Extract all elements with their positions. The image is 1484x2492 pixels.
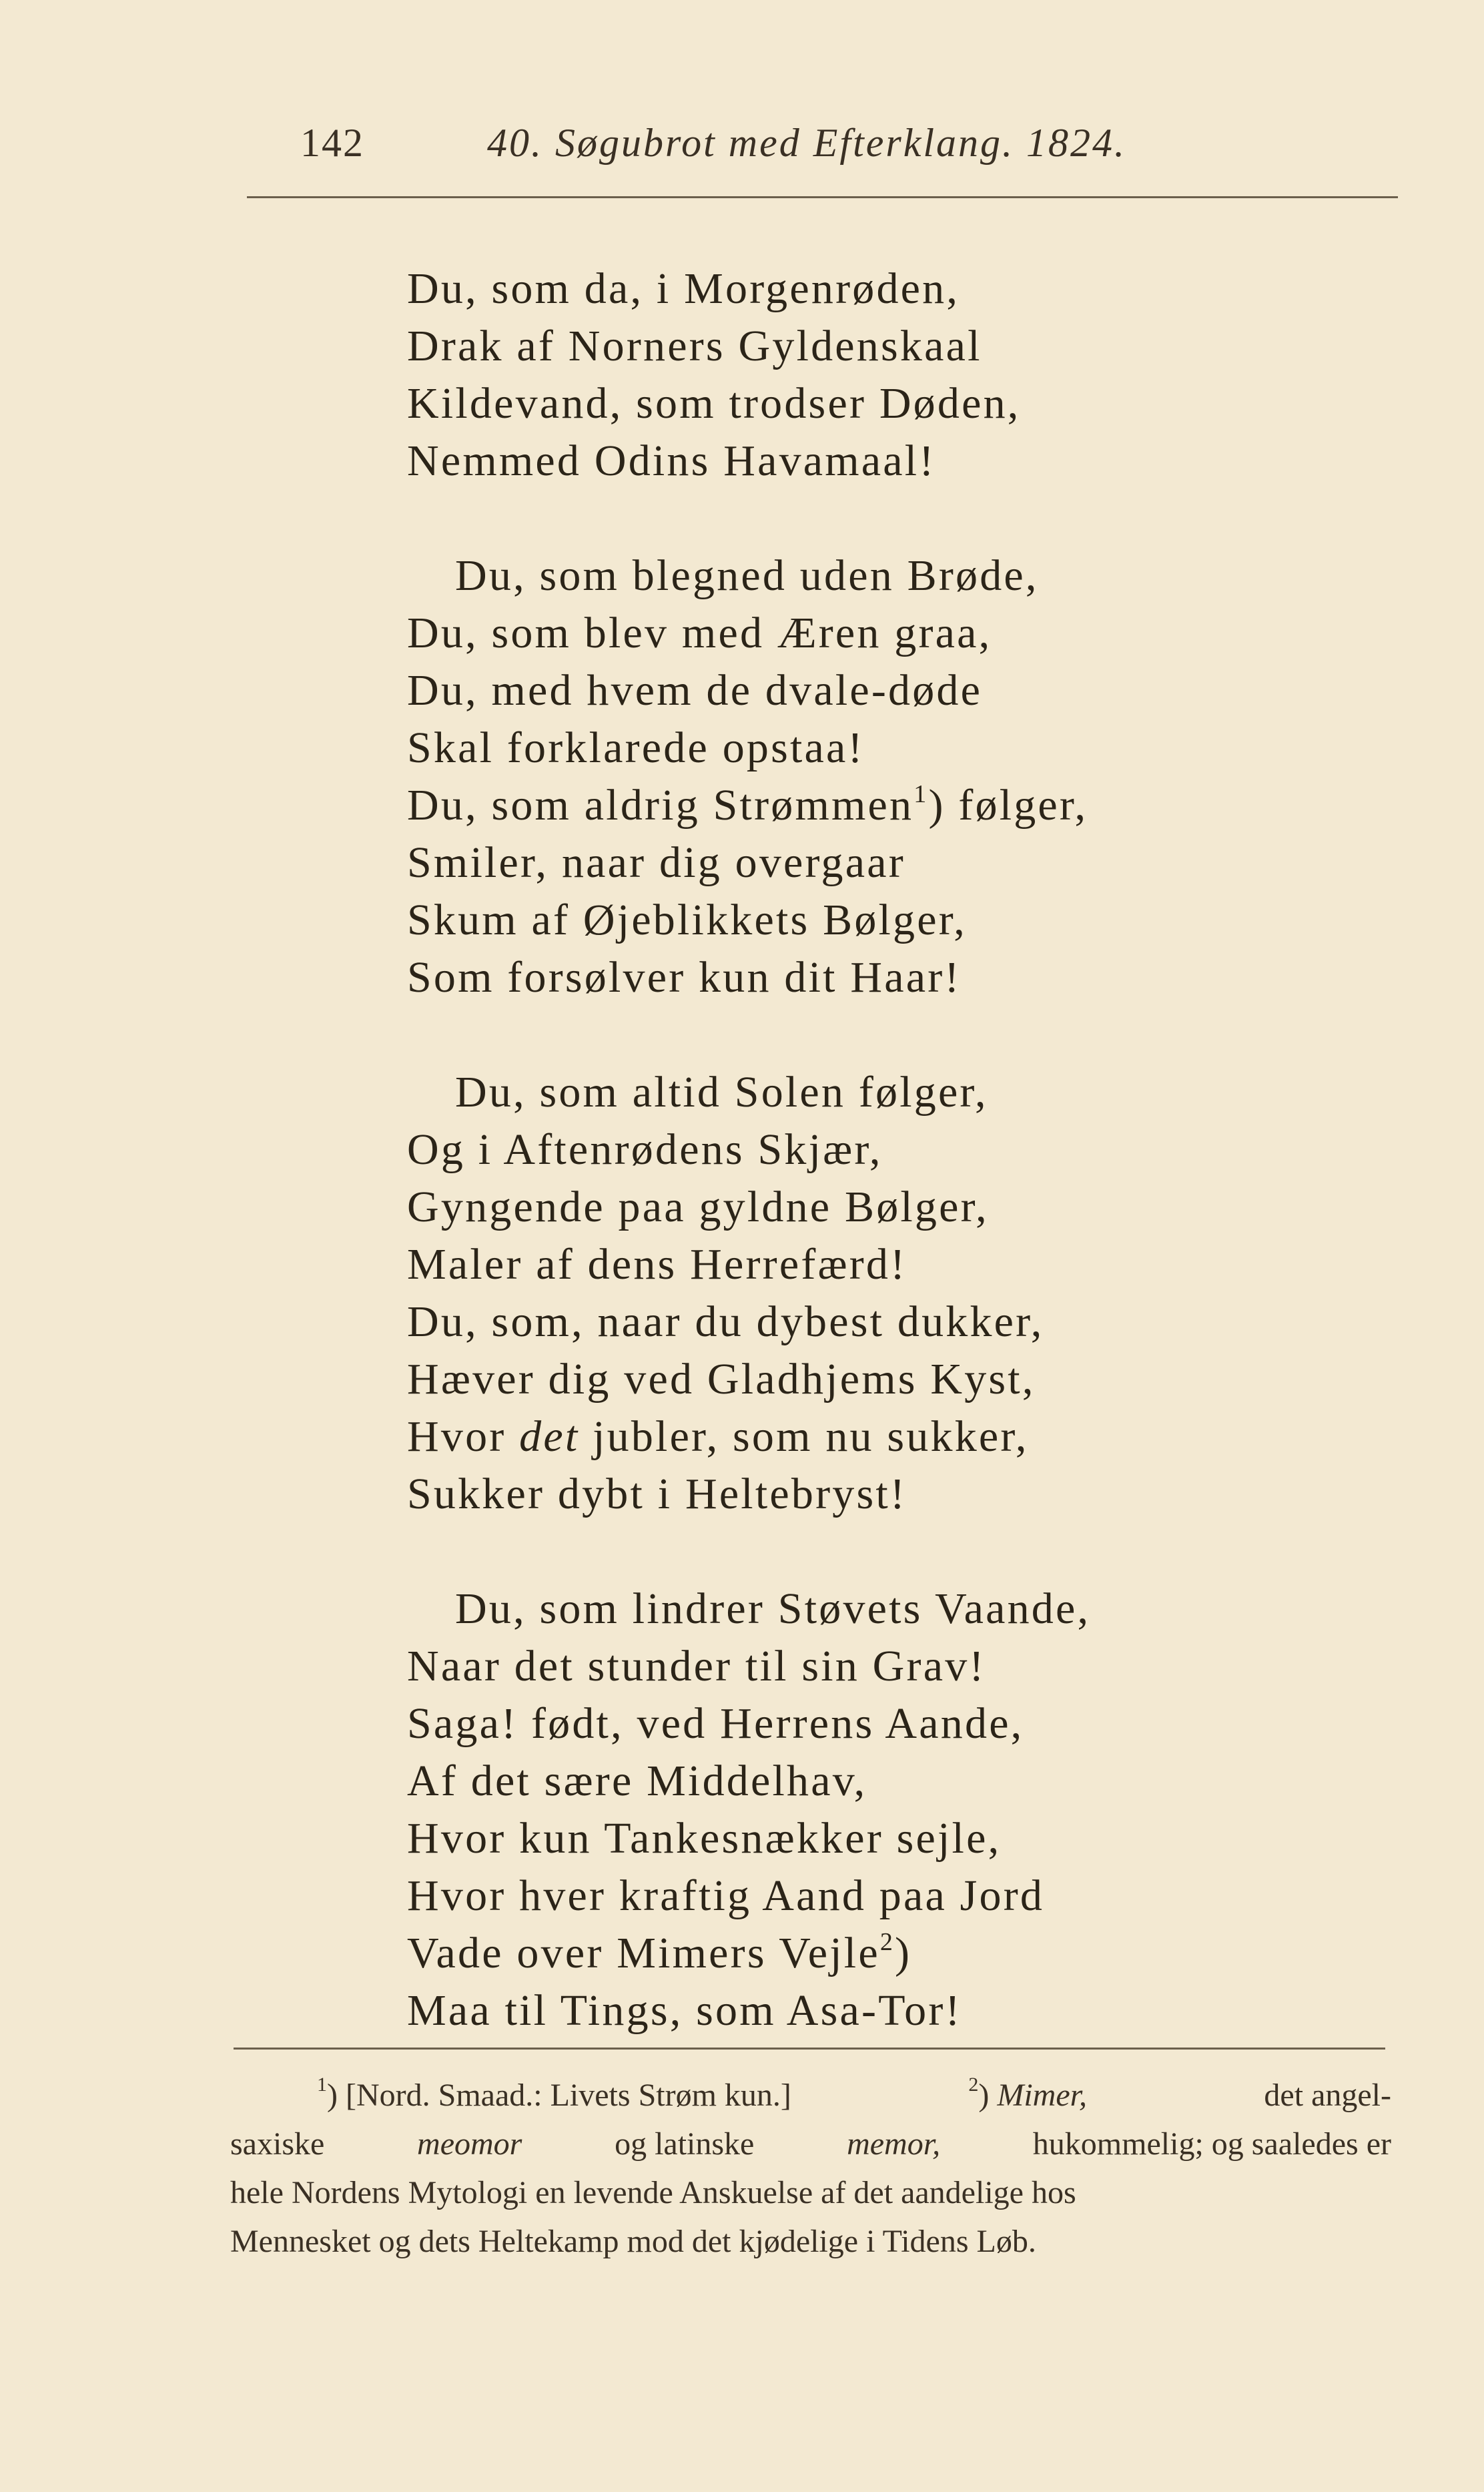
poem-line: Naar det stunder til sin Grav! <box>407 1642 986 1690</box>
footnote-text: ) <box>978 2078 990 2113</box>
stanza-3 <box>407 1064 1341 1523</box>
poem-line: Saga! født, ved Herrens Aande, <box>407 1699 1024 1748</box>
footnotes <box>230 2071 1391 2266</box>
stanza-2 <box>407 547 1341 1006</box>
stanza-1 <box>407 260 1341 490</box>
poem-line: Hvor kun Tankesnækker sejle, <box>407 1814 1002 1863</box>
footnote-italic: meomor <box>417 2126 522 2162</box>
poem-line: Af det sære Middelhav, <box>407 1757 867 1805</box>
poem-line: Nemmed Odins Havamaal! <box>407 436 936 485</box>
poem-line: Sukker dybt i Heltebryst! <box>407 1470 907 1518</box>
poem-line: Kildevand, som trodser Døden, <box>407 379 1021 428</box>
poem-line-text: ) følger, <box>928 781 1088 830</box>
poem-line: Du, som da, i Morgenrøden, <box>407 264 960 313</box>
footnote-line <box>230 2217 1391 2266</box>
footnote-italic: Mimer, <box>997 2078 1087 2113</box>
footnote-text: saxiske <box>230 2126 325 2162</box>
poem-line <box>407 1408 1341 1466</box>
footnote-marker: 1 <box>317 2074 327 2096</box>
poem-line-text: ) <box>895 1929 912 1977</box>
footnote-text: hele Nordens Mytologi en levende Anskuelse af det aandelige hos <box>230 2175 1076 2210</box>
poem-line: Du, som blegned uden Brøde, <box>455 551 1039 600</box>
poem-line-text: jubler, som nu sukker, <box>593 1412 1029 1461</box>
stanza-4 <box>407 1580 1341 2040</box>
running-title: 40. Søgubrot med Efterklang. 1824. <box>487 121 1127 165</box>
footnote-ref: 1 <box>913 780 929 808</box>
poem-line-text: Vade over Mimers Vejle <box>407 1929 880 1977</box>
poem-line-text: Du, som aldrig Strømmen <box>407 781 914 830</box>
poem-line: Smiler, naar dig overgaar <box>407 838 905 887</box>
footnote-text: det angel- <box>1264 2078 1391 2113</box>
italic-word: det <box>519 1412 580 1461</box>
poem-line: Maa til Tings, som Asa-Tor! <box>407 1986 962 2035</box>
poem-line: Gyngende paa gyldne Bølger, <box>407 1183 989 1231</box>
page-number: 142 <box>300 121 364 165</box>
poem-line: Du, med hvem de dvale-døde <box>407 666 983 715</box>
footnote-segment <box>968 2071 1087 2120</box>
poem-line: Skum af Øjeblikkets Bølger, <box>407 896 967 944</box>
footnote-text: ) [Nord. Smaad.: Livets Strøm kun.] <box>327 2078 791 2113</box>
poem-line: Du, som lindrer Støvets Vaande, <box>455 1584 1091 1633</box>
footnote-text: hukommelig; og saaledes er <box>1032 2126 1391 2162</box>
footnote-rule <box>234 2048 1385 2050</box>
poem-line: Som forsølver kun dit Haar! <box>407 953 962 1002</box>
poem-line: Hvor hver kraftig Aand paa Jord <box>407 1871 1045 1920</box>
footnote-text: Mennesket og dets Heltekamp mod det kjødelige i Tidens Løb. <box>230 2224 1036 2259</box>
footnote-line <box>230 2120 1391 2168</box>
footnote-line <box>230 2168 1391 2217</box>
footnote-line <box>230 2071 1391 2120</box>
footnote-text: og latinske <box>615 2126 755 2162</box>
poem <box>407 260 1341 2097</box>
footnote-segment <box>317 2071 791 2120</box>
poem-line: Hæver dig ved Gladhjems Kyst, <box>407 1355 1036 1404</box>
page-header <box>287 120 1234 174</box>
poem-line: Du, som, naar du dybest dukker, <box>407 1297 1044 1346</box>
poem-line: Du, som altid Solen følger, <box>455 1068 988 1117</box>
poem-line: Skal forklarede opstaa! <box>407 723 865 772</box>
footnote-italic: memor, <box>847 2126 941 2162</box>
poem-line: Drak af Norners Gyldenskaal <box>407 322 982 370</box>
poem-line-text: Hvor <box>407 1412 506 1461</box>
footnote-ref: 2 <box>879 1928 895 1956</box>
poem-line: Maler af dens Herrefærd! <box>407 1240 907 1289</box>
footnote-marker: 2 <box>968 2074 979 2096</box>
poem-line: Du, som blev med Æren graa, <box>407 609 992 657</box>
header-rule <box>247 196 1398 198</box>
poem-line <box>407 777 1341 834</box>
poem-line: Og i Aftenrødens Skjær, <box>407 1125 883 1174</box>
poem-line <box>407 1925 1341 1982</box>
